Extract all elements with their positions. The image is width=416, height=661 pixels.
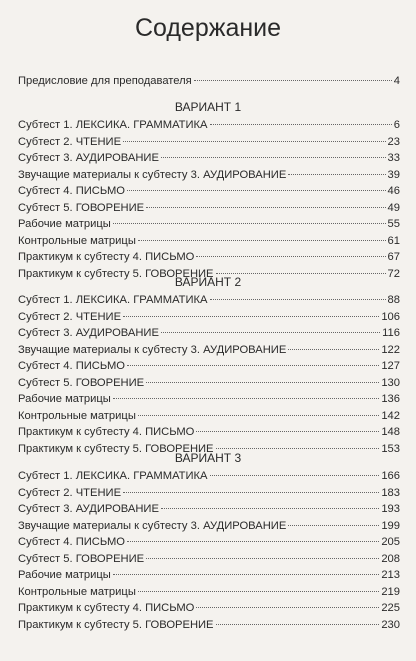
toc-entry-label: Субтест 5. ГОВОРЕНИЕ: [18, 552, 145, 565]
toc-entry[interactable]: [18, 553, 400, 566]
toc-entry-page: 153: [381, 442, 400, 455]
toc-entry-label: Звучащие материалы к субтесту 3. АУДИРОВАНИЕ: [18, 519, 287, 532]
toc-entry-page: 72: [387, 267, 400, 280]
toc-entry-page: 136: [381, 393, 400, 405]
toc-entry-page: 61: [387, 234, 400, 247]
dot-leader: [113, 574, 380, 575]
toc-entry-page: 88: [387, 294, 400, 306]
page-title: Содержание: [134, 14, 282, 42]
dot-leader: [288, 174, 385, 175]
dot-leader: [146, 382, 379, 383]
toc-entry-label: Контрольные матрицы: [18, 409, 136, 422]
dot-leader: [216, 273, 386, 274]
toc-entry-page: 193: [381, 503, 400, 515]
toc-entry-label: Рабочие матрицы: [18, 218, 111, 230]
toc-entry[interactable]: [18, 152, 400, 165]
toc-entry-label: Субтест 2. ЧТЕНИЕ: [18, 486, 122, 499]
toc-entry[interactable]: [18, 344, 400, 357]
toc-entry-label: Субтест 1. ЛЕКСИКА. ГРАММАТИКА: [18, 470, 208, 482]
dot-leader: [123, 492, 379, 493]
toc-entry-label: Субтест 1. ЛЕКСИКА. ГРАММАТИКА: [18, 294, 208, 306]
toc-entry-label: Практикум к субтесту 4. ПИСЬМО: [18, 602, 195, 614]
toc-entry-page: 142: [381, 409, 400, 422]
toc-entry-label: Звучащие материалы к субтесту 3. АУДИРОВАНИЕ: [18, 343, 287, 356]
toc-entry-page: 116: [382, 327, 400, 339]
dot-leader: [138, 240, 386, 241]
toc-entry-label: Субтест 3. АУДИРОВАНИЕ: [18, 327, 159, 339]
dot-leader: [210, 475, 380, 476]
toc-entry[interactable]: [18, 119, 400, 132]
toc-entry[interactable]: [18, 185, 400, 198]
toc-entry[interactable]: [18, 377, 400, 390]
dot-leader: [123, 316, 379, 317]
toc-entry-page: 213: [381, 569, 400, 581]
toc-entry[interactable]: [18, 393, 400, 406]
toc-entry[interactable]: [18, 470, 400, 483]
toc-entry-label: Субтест 4. ПИСЬМО: [18, 360, 125, 372]
toc-entry[interactable]: [18, 294, 400, 307]
dot-leader: [113, 398, 380, 399]
dot-leader: [196, 607, 379, 608]
toc-entry-page: 208: [381, 552, 400, 565]
dot-leader: [216, 448, 380, 449]
toc-entry-page: 148: [381, 426, 400, 438]
toc-entry-page: 219: [381, 585, 400, 598]
toc-entry-page: 127: [381, 360, 400, 372]
toc-entry-label: Контрольные матрицы: [18, 585, 136, 598]
toc-entry-label: Практикум к субтесту 4. ПИСЬМО: [18, 426, 195, 438]
dot-leader: [146, 558, 379, 559]
toc-entry-label: Практикум к субтесту 5. ГОВОРЕНИЕ: [18, 442, 214, 455]
toc-entry-page: 33: [387, 152, 400, 164]
toc-entry[interactable]: [18, 619, 400, 632]
toc-entry-label: Субтест 2. ЧТЕНИЕ: [18, 310, 122, 323]
toc-entry-page: 6: [393, 119, 400, 131]
dot-leader: [210, 124, 392, 125]
toc-entry-label: Звучащие материалы к субтесту 3. АУДИРОВАНИЕ: [18, 168, 287, 181]
dot-leader: [216, 624, 380, 625]
toc-entry-label: Предисловие для преподавателя: [18, 75, 192, 87]
toc-entry-label: Субтест 3. АУДИРОВАНИЕ: [18, 152, 159, 164]
toc-entry-label: Контрольные матрицы: [18, 234, 136, 247]
toc-entry-page: 166: [381, 470, 400, 482]
toc-entry[interactable]: [18, 202, 400, 215]
toc-entry[interactable]: [18, 136, 400, 149]
toc-entry[interactable]: [18, 602, 400, 615]
toc-entry-label: Субтест 4. ПИСЬМО: [18, 536, 125, 548]
toc-entry-label: Рабочие матрицы: [18, 569, 111, 581]
toc-entry-page: 199: [381, 519, 400, 532]
dot-leader: [194, 80, 392, 81]
toc-entry-label: Практикум к субтесту 4. ПИСЬМО: [18, 251, 195, 263]
toc-entry-label: Практикум к субтесту 5. ГОВОРЕНИЕ: [18, 618, 214, 631]
dot-leader: [127, 541, 379, 542]
toc-entry[interactable]: [18, 360, 400, 373]
variant-1-heading: ВАРИАНТ 1: [174, 100, 242, 114]
toc-entry[interactable]: [18, 327, 400, 340]
dot-leader: [161, 508, 379, 509]
toc-entry[interactable]: [18, 311, 400, 324]
toc-entry-label: Субтест 5. ГОВОРЕНИЕ: [18, 201, 145, 214]
toc-entry-label: Субтест 1. ЛЕКСИКА. ГРАММАТИКА: [18, 119, 208, 131]
toc-entry[interactable]: [18, 586, 400, 599]
toc-entry[interactable]: [18, 235, 400, 248]
toc-entry-page: 46: [387, 185, 400, 197]
toc-entry-page: 39: [387, 168, 400, 181]
toc-entry-page: 122: [381, 343, 400, 356]
dot-leader: [127, 190, 386, 191]
toc-entry-label: Рабочие матрицы: [18, 393, 111, 405]
dot-leader: [288, 525, 379, 526]
toc-entry[interactable]: [18, 169, 400, 182]
dot-leader: [113, 223, 386, 224]
toc-entry-label: Субтест 4. ПИСЬМО: [18, 185, 125, 197]
toc-entry[interactable]: [18, 487, 400, 500]
toc-entry-page: 49: [387, 201, 400, 214]
toc-entry[interactable]: [18, 426, 400, 439]
toc-entry-page: 4: [393, 75, 400, 87]
toc-entry-page: 23: [387, 135, 400, 148]
dot-leader: [146, 207, 385, 208]
toc-entry-preface[interactable]: [18, 75, 400, 88]
toc-entry-page: 225: [381, 602, 400, 614]
dot-leader: [210, 299, 386, 300]
toc-entry-label: Субтест 3. АУДИРОВАНИЕ: [18, 503, 159, 515]
toc-entry-label: Практикум к субтесту 5. ГОВОРЕНИЕ: [18, 267, 214, 280]
toc-entry-page: 130: [381, 376, 400, 389]
toc-entry-page: 55: [387, 218, 400, 230]
toc-entry-label: Субтест 2. ЧТЕНИЕ: [18, 135, 122, 148]
toc-entry[interactable]: [18, 536, 400, 549]
variant-2-heading: ВАРИАНТ 2: [174, 275, 242, 289]
toc-entry-page: 183: [381, 486, 400, 499]
dot-leader: [123, 141, 386, 142]
toc-entry[interactable]: [18, 520, 400, 533]
toc-entry-page: 205: [381, 536, 400, 548]
dot-leader: [161, 157, 386, 158]
toc-entry-label: Субтест 5. ГОВОРЕНИЕ: [18, 376, 145, 389]
toc-entry[interactable]: [18, 410, 400, 423]
dot-leader: [138, 415, 379, 416]
dot-leader: [196, 431, 379, 432]
toc-entry[interactable]: [18, 569, 400, 582]
toc-entry[interactable]: [18, 503, 400, 516]
dot-leader: [196, 256, 385, 257]
toc-entry-page: 67: [387, 251, 400, 263]
dot-leader: [288, 349, 379, 350]
toc-entry[interactable]: [18, 251, 400, 264]
dot-leader: [161, 332, 380, 333]
toc-entry-page: 106: [381, 310, 400, 323]
variant-3-heading: ВАРИАНТ 3: [174, 451, 242, 465]
toc-entry-page: 230: [381, 618, 400, 631]
dot-leader: [138, 591, 379, 592]
dot-leader: [127, 365, 379, 366]
toc-entry[interactable]: [18, 218, 400, 231]
